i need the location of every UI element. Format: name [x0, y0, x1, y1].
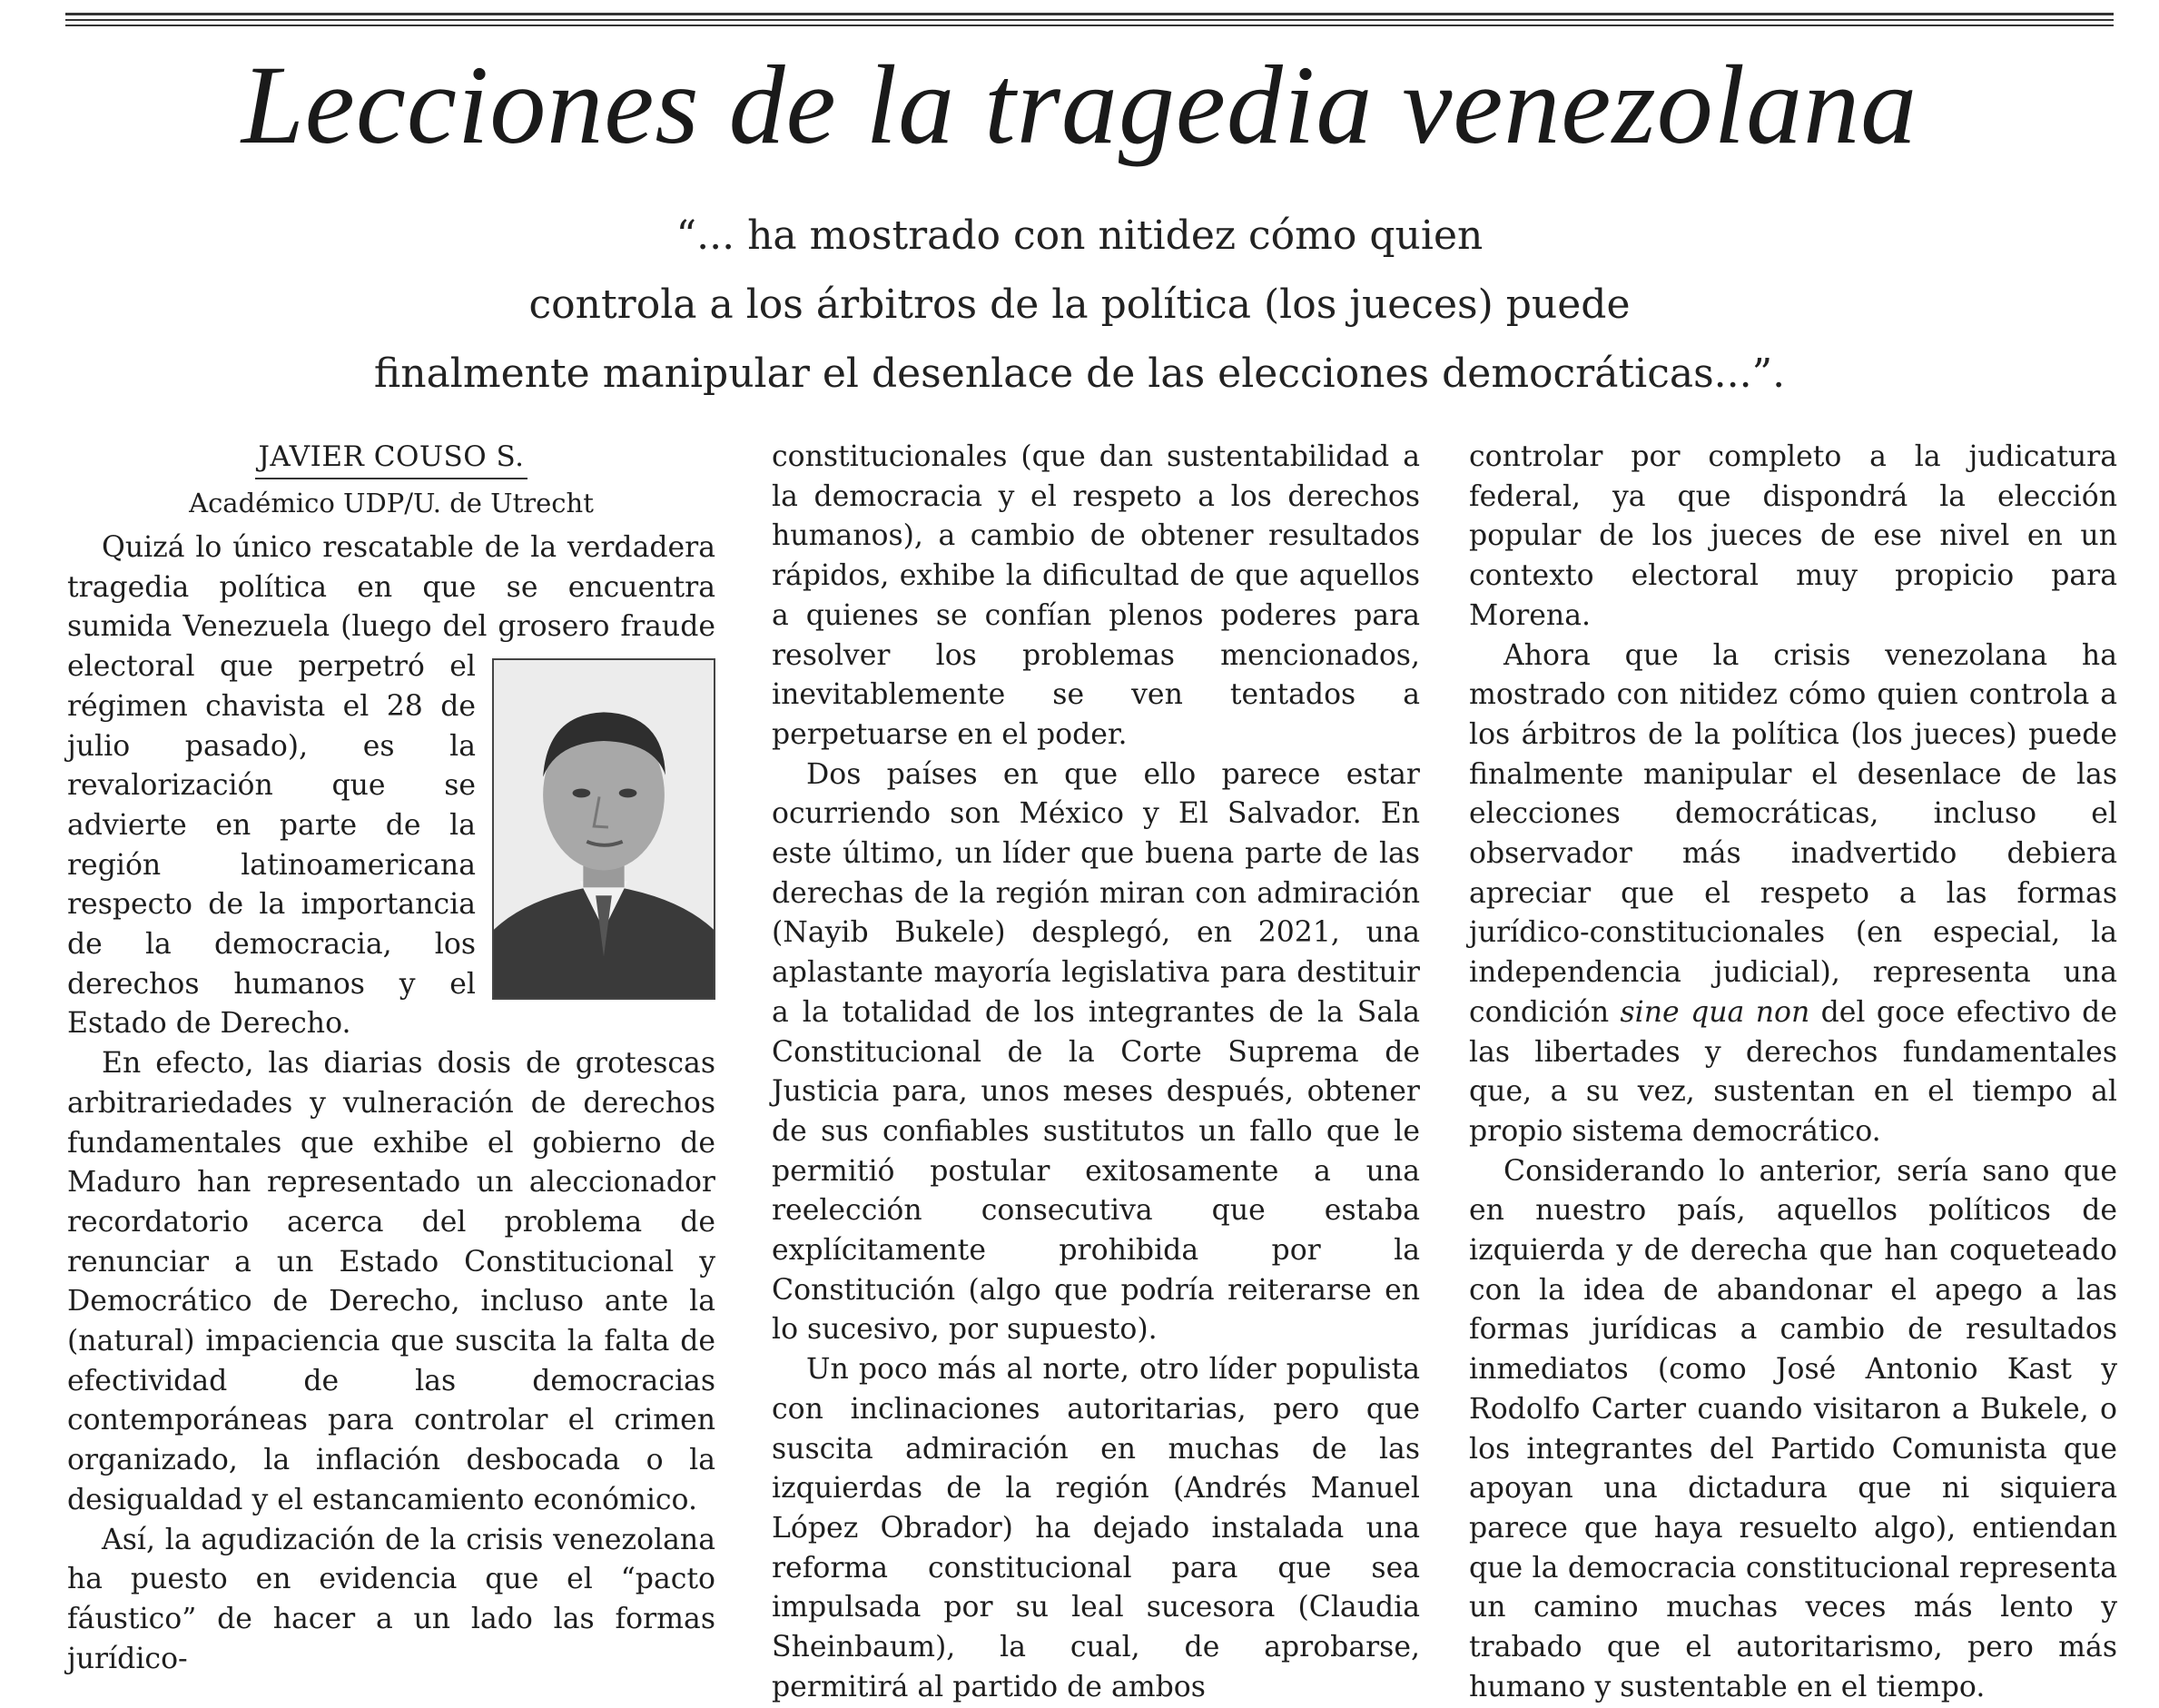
paragraph: [1469, 637, 2117, 1152]
paragraph-text: Ahora que la crisis venezolana ha mostrado con nitidez cómo quien controla a los árbitros de la política (los jueces) puede finalmente manipular el desenlace de las elecciones democráticas, incluso el observador más inadvertido debiera apreciar que el respeto a las formas jurídico-constitucionales (en especial, la independencia judicial), representa una condición: [1469, 638, 2117, 1029]
headline: Lecciones de la tragedia venezolana: [241, 43, 1918, 167]
paragraph: Así, la agudización de la crisis venezolana ha puesto en evidencia que el “pacto fáustico” de hacer a un lado las formas jurídico-: [67, 1523, 715, 1675]
rule-line: [65, 25, 2114, 26]
article-column-1: [67, 438, 715, 1679]
latin-phrase: sine qua non: [1620, 995, 1810, 1029]
paragraph: controlar por completo a la judicatura federal, ya que dispondrá la elección popular de los jueces de ese nivel en un contexto electoral muy propicio para Morena.: [1469, 440, 2117, 632]
author-name: JAVIER COUSO S.: [255, 438, 528, 479]
paragraph: [67, 528, 715, 1044]
author-photo: [492, 658, 715, 1000]
paragraph-text: Quizá lo único rescatable de la verdadera tragedia política en que se encuentra sumida Venezuela (luego del grosero fraude electoral que perpetró el: [67, 531, 715, 684]
deck-line: finalmente manipular el desenlace de las elecciones democráticas...”.: [373, 350, 1786, 397]
rule-line: [65, 19, 2114, 21]
paragraph-text: del goce efectivo de las libertades y derechos fundamentales que, a su vez, sustentan en el tiempo al propio sistema democrático.: [1469, 995, 2117, 1148]
paragraph: Considerando lo anterior, sería sano que en nuestro país, aquellos políticos de izquierda y de derecha que han coqueteado con la idea de abandonar el apego a las formas jurídicas a cambio de resultados inmediatos (como José Antonio Kast y Rodolfo Carter cuando visitaron a Bukele, o los integrantes del Partido Comunista que apoyan una dictadura que ni siquiera parece que haya resuelto algo), entiendan que la democracia constitucional representa un camino muchas veces más lento y trabado que el autoritarismo, pero más humano y sustentable en el tiempo.: [1469, 1154, 2117, 1703]
paragraph: Dos países en que ello parece estar ocurriendo son México y El Salvador. En este último, un líder que buena parte de las derechas de la región miran con admiración (Nayib Bukele) desplegó, en 2021, una aplastante mayoría legislativa para destituir a la totalidad de los integrantes de la Sala Constitucional de la Corte Suprema de Justicia para, unos meses después, obtener de sus confiables sustitutos un fallo que le permitió postular exitosamente a una reelección consecutiva que estaba explícitamente prohibida por la Constitución (algo que podría reiterarse en lo sucesivo, por supuesto).: [772, 757, 1420, 1347]
article-column-2: [772, 438, 1420, 1708]
article-column-3: [1469, 438, 2117, 1708]
deck-line: controla a los árbitros de la política (los jueces) puede: [528, 281, 1631, 328]
paragraph: constitucionales (que dan sustentabilidad a la democracia y el respeto a los derechos humanos), a cambio de obtener resultados rápidos, exhibe la dificultad de que aquellos a quienes se confían plenos poderes para resolver los problemas mencionados, inevitablemente se ven tentados a perpetuarse en el poder.: [772, 440, 1420, 751]
paragraph: En efecto, las diarias dosis de grotescas arbitrariedades y vulneración de derechos fundamentales que exhibe el gobierno de Maduro han representado un aleccionador recordatorio acerca del problema de renunciar a un Estado Constitucional y Democrático de Derecho, incluso ante la (natural) impaciencia que suscita la falta de efectividad de las democracias contemporáneas para controlar el crimen organizado, la inflación desbocada o la desigualdad y el estancamiento económico.: [67, 1047, 715, 1516]
deck-quote: [0, 202, 2159, 409]
paragraph: Un poco más al norte, otro líder populista con inclinaciones autoritarias, pero que suscita admiración en muchas de las izquierdas de la región (Andrés Manuel López Obrador) ha dejado instalada una reforma constitucional para que sea impulsada por su leal sucesora (Claudia Sheinbaum), la cual, de aprobarse, permitirá al partido de ambos: [772, 1353, 1420, 1703]
rule-line: [65, 13, 2114, 15]
deck-line: “... ha mostrado con nitidez cómo quien: [675, 212, 1484, 259]
byline: [67, 438, 715, 523]
author-affiliation: Académico UDP/U. de Utrecht: [189, 488, 594, 518]
masthead-rules: [65, 13, 2114, 30]
paragraph-text: régimen chavista el 28 de julio pasado), es la revalorización que se advierte en parte de la región latinoamericana respecto de la importancia de la democracia, los derechos humanos y el Estado de Derecho.: [67, 689, 476, 1041]
